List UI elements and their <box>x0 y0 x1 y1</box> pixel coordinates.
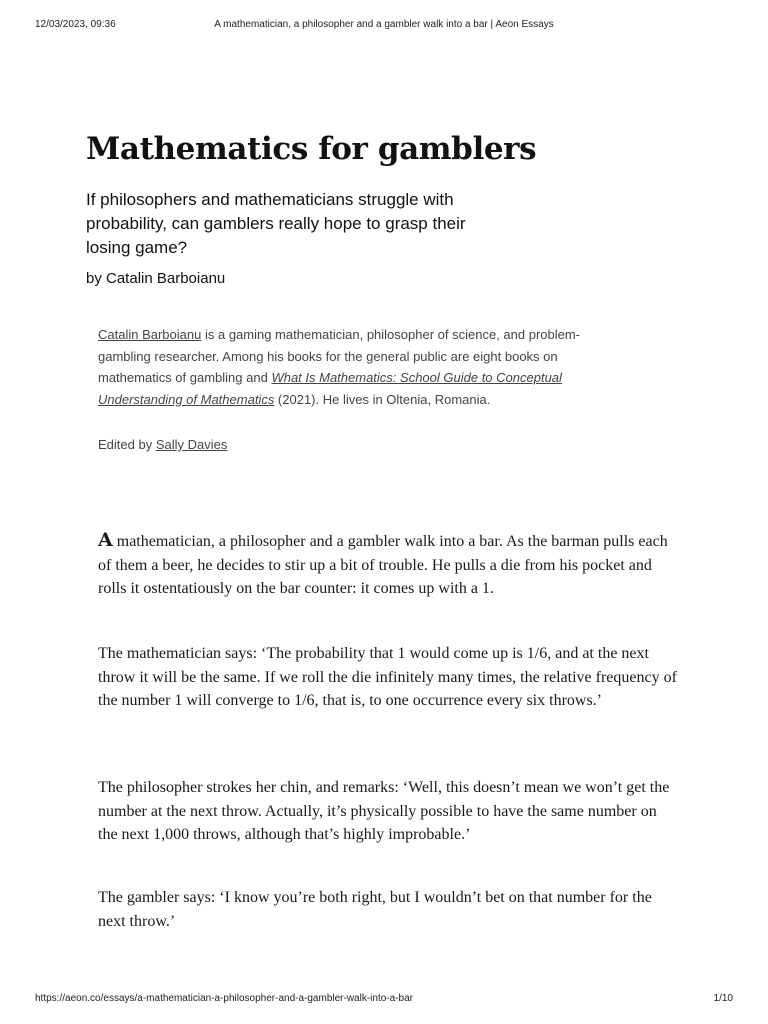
print-page-title: A mathematician, a philosopher and a gambler walk into a bar | Aeon Essays <box>214 19 554 30</box>
body-paragraph-1 <box>98 529 678 601</box>
article-byline: by Catalin Barboianu <box>86 270 226 287</box>
author-name-link[interactable]: Catalin Barboianu <box>98 327 202 342</box>
author-bio-text: is a gaming mathematician, philosopher of science, and problem-gambling researcher. Among his books for the general public are eight books on mathematics of gambling and <box>98 327 581 385</box>
article-standfirst: If philosophers and mathematicians struggle with probability, can gamblers really hope to grasp their losing game? <box>86 190 466 257</box>
book-title-link[interactable]: What Is Mathematics: School Guide to Conceptual Understanding of Mathematics <box>98 370 562 407</box>
body-paragraph-4: The gambler says: ‘I know you’re both right, but I wouldn’t bet on that number for the next throw.’ <box>98 889 652 930</box>
print-date: 12/03/2023, 09:36 <box>35 19 116 30</box>
article-title: Mathematics for gamblers <box>86 131 537 167</box>
print-page-number: 1/10 <box>713 993 733 1004</box>
author-bio <box>98 324 623 410</box>
print-url: https://aeon.co/essays/a-mathematician-a-philosopher-and-a-gambler-walk-into-a-bar <box>35 993 413 1004</box>
editor-credit <box>98 437 227 452</box>
editor-prefix: Edited by <box>98 437 156 452</box>
editor-name-link[interactable]: Sally Davies <box>155 437 228 452</box>
author-bio-text-end: (2021). He lives in Oltenia, Romania. <box>274 391 491 407</box>
body-paragraph-3: The philosopher strokes her chin, and remarks: ‘Well, this doesn’t mean we won’t get the number at the next throw. Actually, it’s physically possible to have the same number on the next 1,000 throws, although that’s highly improbable.’ <box>98 779 670 843</box>
print-header <box>35 19 733 33</box>
print-footer <box>35 993 733 1007</box>
body-paragraph-2: The mathematician says: ‘The probability that 1 would come up is 1/6, and at the next throw it will be the same. If we roll the die infinitely many times, the relative frequency of the number 1 will converge to 1/6, that is, to one occurrence every six throws.’ <box>98 645 677 709</box>
body-paragraph-1-text: mathematician, a philosopher and a gambler walk into a bar. As the barman pulls each of them a beer, he decides to stir up a bit of trouble. He pulls a die from his pocket and rolls it ostentatiously on the bar counter: it comes up with a 1. <box>98 533 668 597</box>
drop-cap: A <box>98 529 113 551</box>
